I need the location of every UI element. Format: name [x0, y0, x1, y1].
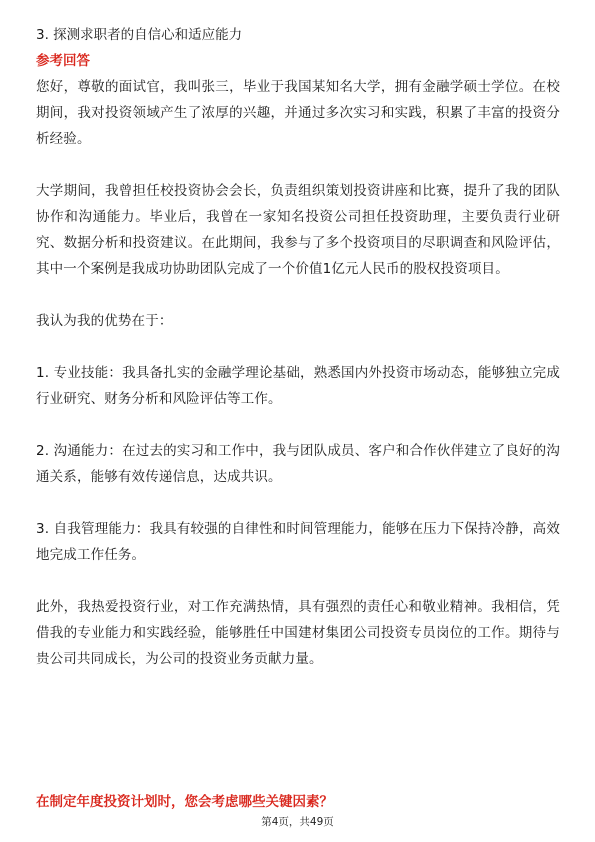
answer-label: 参考回答 — [36, 53, 90, 69]
paragraph-spacer — [36, 282, 560, 308]
answer-paragraph-intro: 您好，尊敬的面试官，我叫张三，毕业于我国某知名大学，拥有金融学硕士学位。在校期间，我对投资领域产生了浓厚的兴趣，并通过多次实习和实践，积累了丰富的投资分析经验。 — [36, 79, 560, 147]
next-question-title: 在制定年度投资计划时，您会考虑哪些关键因素？ — [36, 794, 333, 810]
answer-paragraph-strength-3: 3. 自我管理能力：我具有较强的自律性和时间管理能力，能够在压力下保持冷静，高效地完成工作任务。 — [36, 521, 560, 563]
page-indicator: 第4页，共49页 — [261, 816, 334, 828]
answer-paragraph-strength-2: 2. 沟通能力：在过去的实习和工作中，我与团队成员、客户和合作伙伴建立了良好的沟通关系，能够有效传递信息，达成共识。 — [36, 443, 560, 485]
paragraph-spacer — [36, 412, 560, 438]
paragraph-spacer — [36, 568, 560, 594]
page-footer — [0, 815, 595, 829]
paragraph-spacer — [36, 152, 560, 178]
answer-paragraph-strength-1: 1. 专业技能：我具备扎实的金融学理论基础，熟悉国内外投资市场动态，能够独立完成行业研究、财务分析和风险评估等工作。 — [36, 365, 560, 407]
answer-paragraph-experience: 大学期间，我曾担任校投资协会会长，负责组织策划投资讲座和比赛，提升了我的团队协作和沟通能力。毕业后，我曾在一家知名投资公司担任投资助理，主要负责行业研究、数据分析和投资建议。在此期间，我参与了多个投资项目的尽职调查和风险评估，其中一个案例是我成功协助团队完成了一个价值1亿元人民币的股权投资项目。 — [36, 183, 560, 277]
answer-paragraph-strengths-intro: 我认为我的优势在于： — [36, 313, 173, 329]
paragraph-spacer — [36, 490, 560, 516]
paragraph-spacer — [36, 334, 560, 360]
answer-paragraph-closing: 此外，我热爱投资行业，对工作充满热情，具有强烈的责任心和敬业精神。我相信，凭借我的专业能力和实践经验，能够胜任中国建材集团公司投资专员岗位的工作。期待与贵公司共同成长，为公司的投资业务贡献力量。 — [36, 599, 560, 667]
page-content — [36, 22, 560, 672]
question-title: 3. 探测求职者的自信心和适应能力 — [36, 27, 243, 43]
